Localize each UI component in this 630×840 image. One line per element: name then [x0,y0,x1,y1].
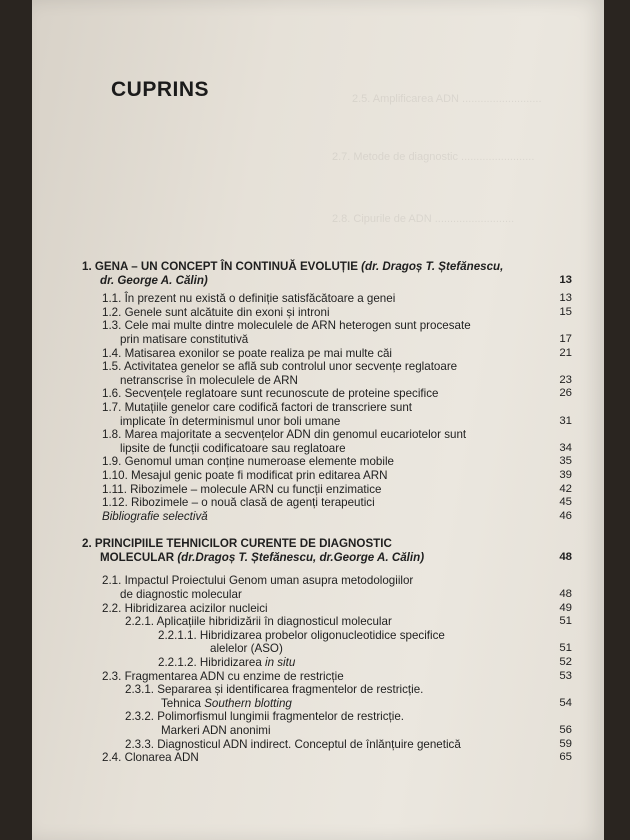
entry-text: În prezent nu există o definiție satisfăcătoare a genei [124,292,396,306]
entry-text: Ribozimele – o nouă clasă de agenți terapeutici [131,496,375,510]
bleed-through-text: 2.7. Metode de diagnostic ........................ [332,151,535,163]
entry-text: Hibridizarea [199,656,262,670]
entry-text-continued: Tehnica [161,696,201,710]
page-number: 54 [559,696,572,709]
entry-number: 2.3.1. [125,683,155,697]
page-number: 46 [559,509,572,522]
book-page [32,0,604,840]
entry-number: 1.1. [102,292,122,306]
page-number: 21 [559,346,572,359]
chapter-authors: (dr.Dragoș T. Ștefănescu, dr.George A. Călin) [177,550,425,564]
chapter-authors: (dr. Dragoș T. Ștefănescu, [361,260,504,273]
entry-number: 1.11. [102,482,127,496]
entry-text-continued: prin matisare constitutivă [120,332,249,346]
chapter-title-continued: MOLECULAR [100,550,175,564]
entry-text-italic: Southern blotting [204,696,292,710]
entry-text: Mesajul genic poate fi modificat prin editarea ARN [131,468,388,482]
toc-entry [82,360,572,387]
page-number: 31 [559,414,572,427]
entry-text: Matisarea exonilor se poate realiza pe mai multe căi [124,346,393,360]
toc-entry-bibliography [82,510,572,524]
entry-text: Mutațiile genelor care codifică factori de transcriere sunt [124,400,412,414]
entry-text: Hibridizarea probelor oligonucleotidice specifice [199,628,445,642]
page-number: 26 [559,387,572,400]
page-number: 15 [559,305,572,318]
entry-number: 1.2. [102,305,122,319]
entry-text: Separarea și identificarea fragmentelor de restricție. [157,683,424,697]
entry-number: 1.5. [102,360,122,374]
entry-text: Genomul uman conține numeroase elemente mobile [124,455,394,469]
chapter-title: PRINCIPIILE TEHNICILOR CURENTE DE DIAGNOSTIC [94,537,392,551]
chapter-heading [82,260,572,287]
entry-number: 2.1. [102,574,122,588]
entry-text: Impactul Proiectului Genom uman asupra metodologiilor [124,574,414,588]
toc-entry [82,670,572,684]
entry-text-italic: in situ [265,656,296,670]
toc-entry [82,401,572,428]
entry-number: 1.6. [102,387,122,401]
page-number: 48 [559,588,572,601]
chapter-number: 2. [82,537,92,551]
page-number: 34 [559,441,572,454]
toc-entry [82,710,572,737]
entry-text-continued: implicate în determinismul unor boli umane [120,414,341,428]
toc-entry [82,602,572,616]
entry-text: Aplicațiile hibridizării în diagnosticul molecular [156,615,392,629]
entry-number: 2.4. [102,751,122,765]
toc-entry [82,306,572,320]
entry-text-continued: alelelor (ASO) [210,642,283,656]
entry-number: 1.8. [102,428,122,442]
page-number: 53 [559,669,572,682]
page-number: 51 [559,615,572,628]
entry-text: Hibridizarea acizilor nucleici [124,601,268,615]
entry-text: Cele mai multe dintre moleculele de ARN heterogen sunt procesate [124,319,471,333]
entry-text-continued: lipsite de funcții codificatoare sau reglatoare [120,441,346,455]
entry-number: 1.7. [102,400,122,414]
toc-entry [82,574,572,601]
page-number: 42 [559,482,572,495]
entry-text: Clonarea ADN [124,751,199,765]
page-number: 56 [559,724,572,736]
toc-entry [82,683,572,710]
page-number: 17 [559,332,572,345]
entry-number: 2.2.1. [125,615,155,629]
entry-text: Diagnosticul ADN indirect. Conceptul de înlănțuire genetică [157,737,461,751]
page-number: 13 [559,273,572,286]
toc-entry [82,347,572,361]
toc-entry [82,656,572,670]
entry-text-continued: de diagnostic molecular [120,588,242,602]
entry-number: 2.3. [102,669,122,683]
page-number: 59 [559,737,572,750]
entry-number: 2.2. [102,601,122,615]
entry-number: 2.2.1.2. [158,656,197,670]
entry-text: Polimorfismul lungimii fragmentelor de restricție. [157,710,405,724]
entry-number: 2.3.2. [125,710,155,724]
page-title: CUPRINS [111,78,210,101]
page-number: 39 [559,468,572,481]
entry-number: 1.9. [102,455,122,469]
toc-entry [82,751,572,765]
chapter-authors: dr. George A. Călin) [100,273,208,287]
entry-number: 1.4. [102,346,122,360]
toc-entry [82,483,572,497]
toc-entry [82,629,572,656]
page-number: 51 [559,642,572,655]
toc-entry [82,738,572,752]
toc-entry [82,292,572,306]
entry-text: Marea majoritate a secvențelor ADN din genomul eucariotelor sunt [124,428,467,442]
toc-entry [82,387,572,401]
page-number: 49 [559,601,572,614]
page-number: 35 [559,455,572,468]
entry-text: Fragmentarea ADN cu enzime de restricție [124,669,344,683]
chapter-number: 1. [82,260,92,273]
entry-text: Genele sunt alcătuite din exoni și introni [124,305,330,319]
page-number: 13 [559,292,572,305]
bleed-through-text: 2.8. Cipurile de ADN .......................... [332,213,515,225]
entry-number: 1.10. [102,468,128,482]
page-number: 48 [559,550,572,563]
page-number: 23 [559,373,572,386]
page-number: 65 [559,751,572,764]
toc-entry [82,469,572,483]
page-number: 45 [559,496,572,509]
toc-entry [82,455,572,469]
entry-number: 2.2.1.1. [158,628,197,642]
bibliography-label: Bibliografie selectivă [102,509,208,523]
table-of-contents [82,260,572,765]
entry-number: 2.3.3. [125,737,155,751]
toc-entry [82,319,572,346]
toc-entry [82,615,572,629]
toc-entry [82,496,572,510]
entry-number: 1.12. [102,496,128,510]
entry-number: 1.3. [102,319,122,333]
entry-text: Secvențele reglatoare sunt recunoscute de proteine specifice [124,387,439,401]
entry-text-continued: Markeri ADN anonimi [161,724,271,737]
entry-text-continued: netranscrise în moleculele de ARN [120,373,298,387]
bleed-through-text: 2.5. Amplificarea ADN .......................... [352,93,542,105]
entry-text: Activitatea genelor se află sub controlul unor secvențe reglatoare [123,360,458,374]
page-number: 52 [559,656,572,669]
chapter-title: GENA – UN CONCEPT ÎN CONTINUĂ EVOLUȚIE [94,260,358,273]
chapter-heading [82,537,572,564]
entry-text: Ribozimele – molecule ARN cu funcții enzimatice [130,482,382,496]
toc-entry [82,428,572,455]
